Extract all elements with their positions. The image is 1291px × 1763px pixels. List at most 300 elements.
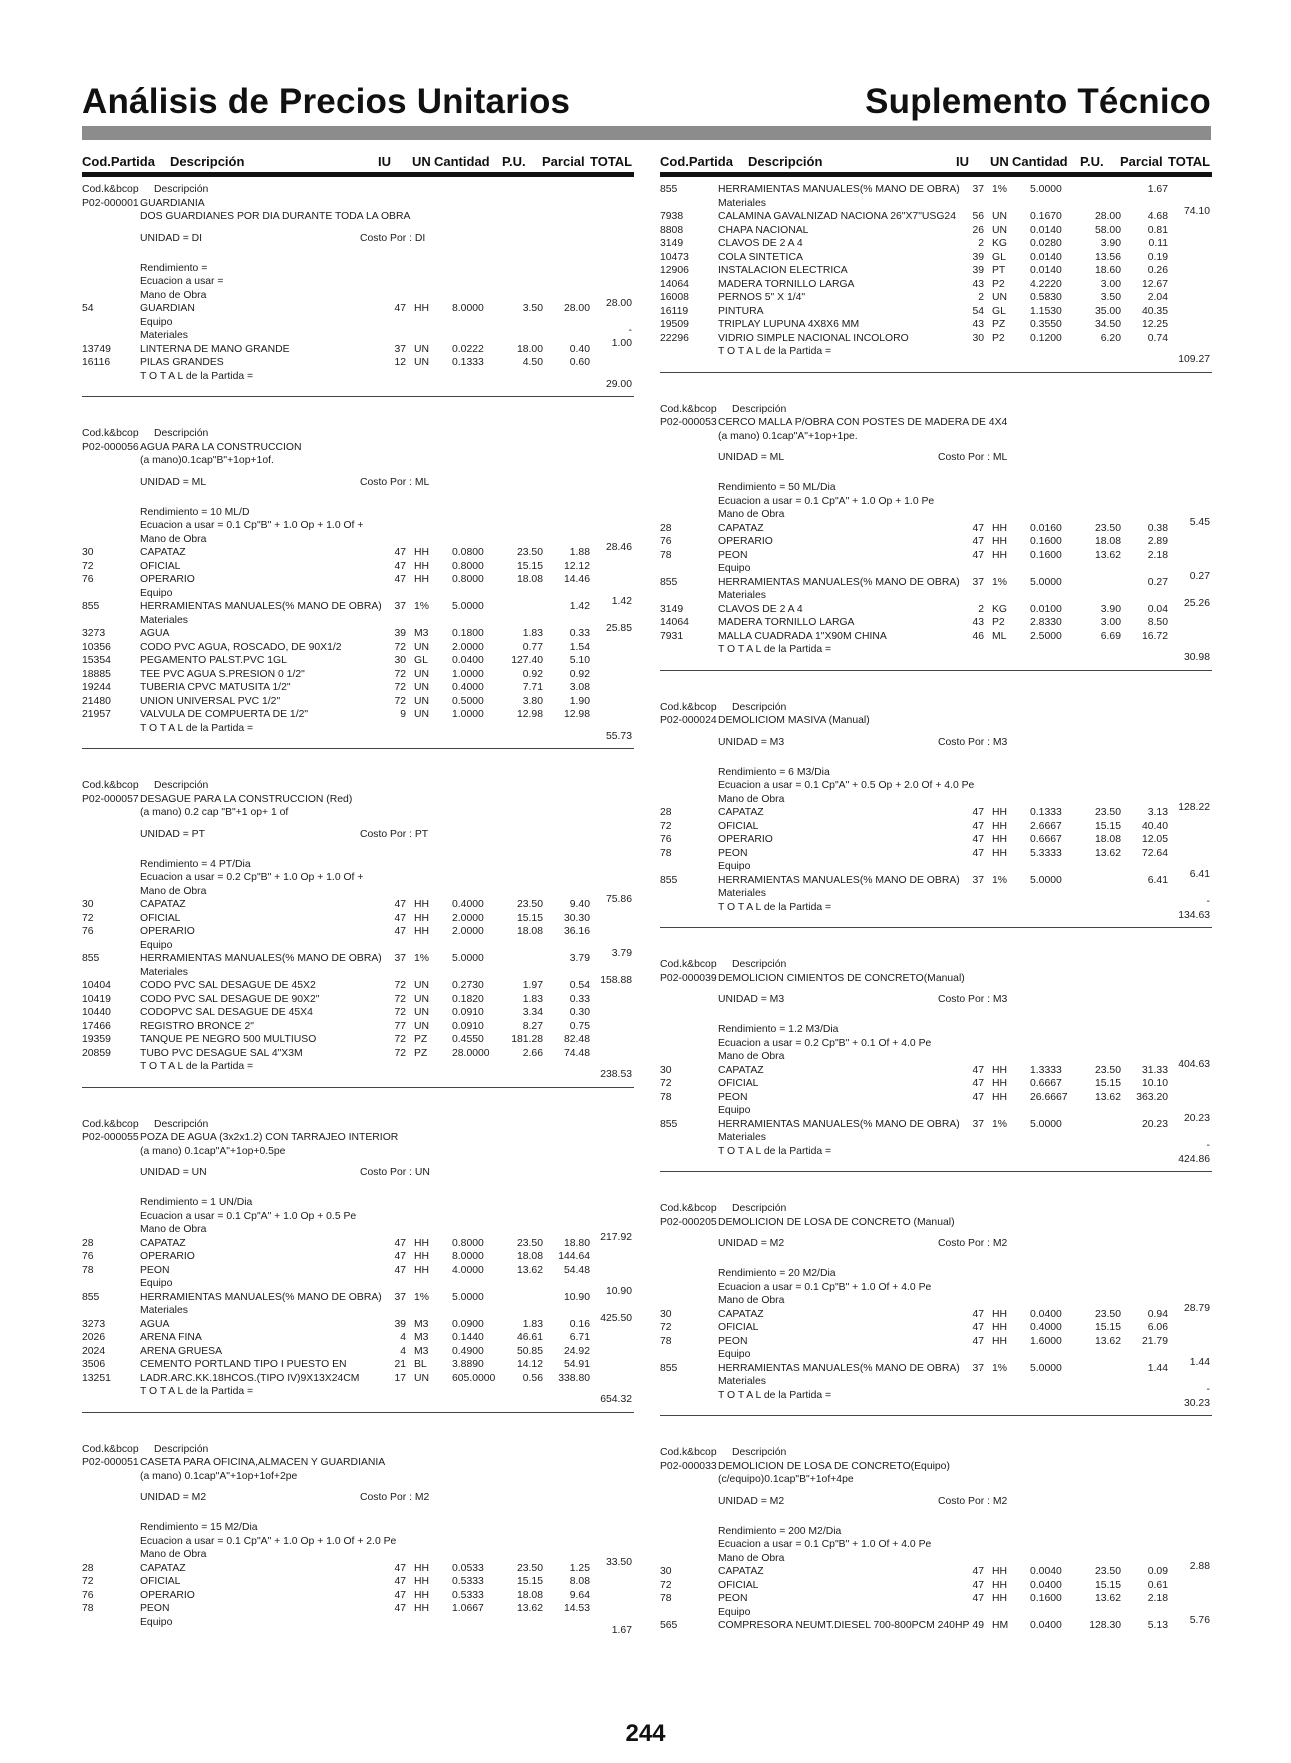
item-unit: HH — [992, 1335, 1008, 1347]
col-header-iu: IU — [378, 153, 391, 169]
item-unit-price: 15.15 — [1094, 820, 1121, 832]
label-description: Descripción — [732, 1447, 787, 1458]
partida-block — [82, 427, 634, 749]
item-code: 30 — [82, 899, 94, 910]
item-code: 7938 — [660, 211, 684, 222]
item-quantity: 1.3333 — [1030, 1064, 1062, 1076]
item-unit: 1% — [992, 184, 1008, 195]
section-total: - — [1206, 1384, 1210, 1395]
item-unit: HH — [414, 926, 430, 937]
item-quantity: 2.0000 — [452, 926, 484, 937]
item-quantity: 0.1600 — [1030, 536, 1062, 547]
item-code: 28 — [660, 807, 672, 818]
item-iu: 72 — [394, 1007, 406, 1018]
section-name: Equipo — [140, 939, 173, 951]
item-iu: 47 — [972, 1335, 984, 1347]
item-unit: P2 — [992, 617, 1005, 628]
item-unit: HH — [414, 1251, 430, 1262]
table-row — [660, 874, 1212, 888]
item-unit-price: 3.00 — [1100, 278, 1121, 290]
item-partial: 1.67 — [1147, 184, 1168, 195]
item-code: 78 — [660, 1091, 672, 1103]
item-code: 76 — [82, 574, 94, 585]
item-description: PEON — [718, 1091, 748, 1103]
unit-line — [660, 736, 1212, 758]
table-row — [82, 912, 634, 926]
col-header-pu: P.U. — [1080, 153, 1104, 169]
item-partial: 0.19 — [1147, 251, 1168, 263]
item-unit-price: 128.30 — [1089, 1620, 1121, 1631]
ecuacion: Ecuacion a usar = 0.1 Cp"A" + 0.5 Op + 2.0 Of + 4.0 Pe — [718, 780, 975, 791]
item-quantity: 3.8890 — [452, 1359, 484, 1370]
item-description: CAPATAZ — [718, 1566, 764, 1577]
table-row — [660, 318, 1212, 332]
label-code: Cod.k&bcop — [660, 959, 717, 970]
table-row — [660, 224, 1212, 238]
item-partial: 6.71 — [569, 1332, 590, 1343]
item-quantity: 1.0000 — [452, 668, 484, 680]
block-labels — [660, 1446, 1212, 1460]
item-description: AGUA — [140, 1318, 170, 1330]
costo-por: Costo Por : ML — [938, 452, 1008, 463]
item-code: 19359 — [82, 1034, 111, 1045]
partida-title-line — [660, 1460, 1212, 1474]
item-partial: 24.92 — [563, 1345, 590, 1357]
block-labels — [660, 701, 1212, 715]
item-unit: HH — [992, 522, 1008, 534]
item-partial: 54.48 — [563, 1264, 590, 1276]
ecuacion: Ecuacion a usar = 0.1 Cp"A" + 1.0 Op + 1.0 Pe — [718, 495, 935, 507]
partida-block — [82, 183, 634, 397]
item-partial: 0.60 — [569, 357, 590, 368]
label-description: Descripción — [154, 428, 209, 439]
item-quantity: 5.3333 — [1030, 847, 1062, 859]
col-header-iu: IU — [956, 153, 969, 169]
label-description: Descripción — [154, 780, 209, 791]
table-row — [660, 1308, 1212, 1322]
item-unit: UN — [992, 292, 1008, 303]
item-partial: 36.16 — [563, 926, 590, 937]
table-row — [660, 251, 1212, 265]
col-header-qty: Cantidad — [1012, 153, 1068, 169]
item-description: CODO PVC SAL DESAGUE DE 90X2" — [140, 993, 320, 1005]
partida-subtitle-line — [660, 430, 1212, 444]
table-row — [660, 305, 1212, 319]
section-name: Mano de Obra — [718, 793, 785, 805]
item-description: MADERA TORNILLO LARGA — [718, 617, 855, 628]
table-row — [660, 291, 1212, 305]
partida-block — [82, 1443, 634, 1643]
item-iu: 72 — [394, 1047, 406, 1059]
item-description: CAPATAZ — [140, 1562, 186, 1574]
partida-total-line — [82, 370, 634, 390]
item-iu: 47 — [394, 1237, 406, 1249]
item-code: 72 — [82, 1576, 94, 1587]
item-unit-price: 14.12 — [516, 1359, 543, 1370]
table-row — [660, 549, 1212, 563]
label-description: Descripción — [732, 1203, 787, 1214]
item-quantity: 0.4000 — [452, 682, 484, 693]
item-quantity: 2.5000 — [1030, 630, 1062, 642]
item-description: HERRAMIENTAS MANUALES(% MANO DE OBRA) — [140, 601, 382, 612]
partida-title-line — [660, 416, 1212, 430]
block-labels — [82, 779, 634, 793]
section-total: - — [628, 324, 632, 336]
item-code: 76 — [82, 1251, 94, 1262]
item-unit-price: 8.27 — [522, 1020, 543, 1032]
partida-subtitle-line — [82, 1145, 634, 1159]
item-iu: 47 — [394, 1576, 406, 1587]
item-description: OFICIAL — [140, 912, 181, 924]
item-unit: HH — [414, 1576, 430, 1587]
item-iu: 4 — [400, 1332, 406, 1343]
item-partial: 0.54 — [569, 980, 590, 991]
item-description: CHAPA NACIONAL — [718, 224, 809, 236]
item-quantity: 0.1600 — [1030, 549, 1062, 561]
item-description: TUBO PVC DESAGUE SAL 4"X3M — [140, 1047, 303, 1059]
item-quantity: 0.0100 — [1030, 603, 1062, 615]
item-code: 855 — [82, 601, 100, 612]
section-total: 28.00 — [605, 297, 632, 309]
section-total: 1.44 — [1189, 1357, 1210, 1368]
item-quantity: 0.0910 — [452, 1007, 484, 1018]
item-iu: 47 — [394, 303, 406, 314]
total-label: T O T A L de la Partida = — [140, 1386, 254, 1397]
section-total: 1.00 — [611, 338, 632, 349]
section-name: Mano de Obra — [140, 289, 207, 301]
item-description: HERRAMIENTAS MANUALES(% MANO DE OBRA) — [140, 1291, 382, 1303]
partida-code: P02-000039 — [660, 972, 717, 984]
item-unit: HH — [992, 1091, 1008, 1103]
item-iu: 47 — [972, 1593, 984, 1604]
label-description: Descripción — [732, 701, 787, 713]
item-quantity: 5.0000 — [452, 601, 484, 612]
label-description: Descripción — [732, 959, 787, 970]
item-code: 855 — [82, 953, 100, 964]
item-partial: 0.75 — [569, 1020, 590, 1032]
rendimiento: Rendimiento = 1.2 M3/Dia — [718, 1024, 839, 1035]
item-unit: UN — [414, 668, 430, 680]
item-partial: 1.88 — [569, 547, 590, 558]
ecuacion-line — [660, 1538, 1212, 1552]
unit-line — [82, 1166, 634, 1188]
table-row — [82, 1562, 634, 1576]
item-unit: HH — [414, 560, 430, 572]
item-unit: PZ — [992, 319, 1006, 330]
item-partial: 0.40 — [569, 343, 590, 355]
table-row — [660, 1091, 1212, 1105]
item-quantity: 0.1670 — [1030, 211, 1062, 222]
item-unit: GL — [992, 305, 1006, 317]
item-quantity: 0.0400 — [1030, 1308, 1062, 1320]
col-header-desc: Descripción — [748, 153, 823, 169]
label-code: Cod.k&bcop — [82, 1443, 139, 1455]
item-code: 76 — [82, 1589, 94, 1601]
ecuacion-line — [82, 519, 634, 533]
item-code: 2024 — [82, 1345, 106, 1357]
item-unit: M3 — [414, 628, 429, 639]
section-name: Equipo — [718, 1349, 751, 1360]
ecuacion: Ecuacion a usar = 0.1 Cp"A" + 1.0 Op + 1.0 Of + 2.0 Pe — [140, 1535, 397, 1547]
item-quantity: 0.0910 — [452, 1020, 484, 1032]
item-unit: P2 — [992, 278, 1005, 290]
item-unit-price: 181.28 — [511, 1034, 543, 1045]
item-iu: 43 — [972, 319, 984, 330]
item-quantity: 0.0222 — [452, 343, 484, 355]
item-unit-price: 23.50 — [516, 547, 543, 558]
col-header-qty: Cantidad — [434, 153, 490, 169]
section-total: - — [1206, 896, 1210, 907]
item-unit-price: 3.34 — [522, 1007, 543, 1018]
item-partial: 0.26 — [1147, 265, 1168, 276]
item-unit: HH — [992, 820, 1008, 832]
partida-total-line — [660, 1389, 1212, 1409]
table-row — [660, 264, 1212, 278]
item-code: 28 — [660, 522, 672, 534]
item-unit-price: 23.50 — [1094, 1064, 1121, 1076]
item-quantity: 0.8000 — [452, 574, 484, 585]
item-unit: HH — [414, 574, 430, 585]
item-description: HERRAMIENTAS MANUALES(% MANO DE OBRA) — [718, 1362, 960, 1374]
item-description: HERRAMIENTAS MANUALES(% MANO DE OBRA) — [140, 953, 382, 964]
table-row — [82, 952, 634, 966]
item-unit-price: 4.50 — [522, 357, 543, 368]
block-labels — [660, 958, 1212, 972]
item-description: CLAVOS DE 2 A 4 — [718, 603, 803, 615]
item-unit-price: 3.90 — [1100, 238, 1121, 249]
item-iu: 46 — [972, 630, 984, 642]
item-description: MALLA CUADRADA 1"X90M CHINA — [718, 630, 887, 642]
partida-subtitle-line — [82, 210, 634, 224]
section-name: Mano de Obra — [140, 1549, 207, 1560]
table-row — [660, 535, 1212, 549]
item-quantity: 28.0000 — [452, 1047, 490, 1059]
partida-subtitle-line — [82, 454, 634, 468]
table-row — [82, 573, 634, 587]
item-unit: HH — [992, 1593, 1008, 1604]
item-description: PILAS GRANDES — [140, 357, 224, 368]
table-row — [660, 1579, 1212, 1593]
unidad: UNIDAD = DI — [140, 232, 203, 244]
table-row — [660, 603, 1212, 617]
item-iu: 39 — [394, 1318, 406, 1330]
item-quantity: 0.4550 — [452, 1034, 484, 1045]
item-unit: P2 — [992, 332, 1005, 344]
table-row — [82, 600, 634, 614]
costo-por: Costo Por : M3 — [938, 994, 1008, 1005]
rendimiento: Rendimiento = 200 M2/Dia — [718, 1525, 842, 1537]
item-description: INSTALACION ELECTRICA — [718, 265, 848, 276]
item-description: OPERARIO — [140, 926, 195, 937]
item-unit: HH — [414, 303, 430, 314]
item-quantity: 0.1600 — [1030, 1593, 1062, 1604]
item-code: 10356 — [82, 641, 111, 653]
item-partial: 1.90 — [569, 695, 590, 707]
section-total: 404.63 — [1178, 1059, 1210, 1070]
item-iu: 72 — [394, 668, 406, 680]
rendimiento-line — [660, 1525, 1212, 1539]
table-row — [82, 1020, 634, 1034]
section-name: Equipo — [140, 587, 173, 599]
item-iu: 47 — [394, 574, 406, 585]
partida-title: DEMOLICION DE LOSA DE CONCRETO(Equipo) — [718, 1460, 950, 1472]
item-iu: 47 — [972, 1579, 984, 1591]
item-partial: 31.33 — [1141, 1064, 1168, 1076]
partida-subtitle: (c/equipo)0.1cap"B"+1of+4pe — [718, 1474, 854, 1485]
item-code: 78 — [660, 1335, 672, 1347]
total-label: T O T A L de la Partida = — [718, 644, 832, 655]
item-unit: HH — [992, 1064, 1008, 1076]
item-iu: 47 — [394, 899, 406, 910]
item-unit-price: 1.97 — [522, 980, 543, 991]
item-partial: 0.16 — [569, 1318, 590, 1330]
item-description: ARENA GRUESA — [140, 1345, 222, 1357]
rendimiento: Rendimiento = 50 ML/Dia — [718, 482, 836, 493]
item-unit: UN — [992, 211, 1008, 222]
partida-total: 29.00 — [605, 378, 632, 390]
item-iu: 47 — [972, 1322, 984, 1333]
item-description: OFICIAL — [718, 1078, 759, 1089]
item-iu: 12 — [394, 357, 406, 368]
item-unit: 1% — [414, 1291, 430, 1303]
table-row — [82, 925, 634, 939]
partida-code: P02-000051 — [82, 1457, 139, 1468]
item-iu: 30 — [394, 655, 406, 666]
item-unit-price: 23.50 — [1094, 807, 1121, 818]
item-partial: 30.30 — [563, 912, 590, 924]
item-unit-price: 3.80 — [522, 695, 543, 707]
item-partial: 0.92 — [569, 668, 590, 680]
item-code: 3149 — [660, 238, 684, 249]
item-unit: HH — [992, 536, 1008, 547]
partida-total: 30.23 — [1183, 1397, 1210, 1409]
item-quantity: 2.0000 — [452, 641, 484, 653]
item-quantity: 26.6667 — [1030, 1091, 1068, 1103]
unidad: UNIDAD = ML — [718, 452, 785, 463]
item-unit-price: 23.50 — [516, 1237, 543, 1249]
item-description: CODOPVC SAL DESAGUE DE 45X4 — [140, 1007, 313, 1018]
item-unit: BL — [414, 1359, 427, 1370]
item-code: 72 — [82, 560, 94, 572]
costo-por: Costo Por : ML — [360, 476, 430, 488]
partida-code: P02-000205 — [660, 1216, 717, 1228]
column-header — [82, 152, 634, 177]
section-name: Equipo — [140, 316, 173, 328]
item-iu: 47 — [972, 820, 984, 832]
total-label: T O T A L de la Partida = — [718, 1145, 832, 1157]
table-row — [82, 1358, 634, 1372]
table-row — [82, 898, 634, 912]
section-total: 217.92 — [600, 1232, 632, 1243]
section-name: Equipo — [718, 1105, 751, 1116]
table-row — [660, 576, 1212, 590]
partida-title-line — [82, 1456, 634, 1470]
item-unit: HM — [992, 1620, 1009, 1631]
table-row — [82, 1372, 634, 1386]
item-partial: 6.06 — [1147, 1322, 1168, 1333]
item-iu: 39 — [394, 628, 406, 639]
item-code: 54 — [82, 303, 94, 314]
item-quantity: 0.0040 — [1030, 1566, 1062, 1577]
item-unit-price: 15.15 — [1094, 1579, 1121, 1591]
unit-line — [82, 232, 634, 254]
table-row — [82, 1575, 634, 1589]
item-description: LADR.ARC.KK.18HCOS.(TIPO IV)9X13X24CM — [140, 1372, 360, 1384]
partida-subtitle-line — [82, 1470, 634, 1484]
item-description: CEMENTO PORTLAND TIPO I PUESTO EN — [140, 1359, 347, 1370]
section-name: Mano de Obra — [718, 1051, 785, 1062]
table-row — [82, 641, 634, 655]
item-unit-price: 34.50 — [1094, 319, 1121, 330]
section-name: Equipo — [140, 1278, 173, 1289]
unidad: UNIDAD = UN — [140, 1167, 207, 1178]
table-row — [82, 1264, 634, 1278]
section-name: Materiales — [718, 590, 766, 601]
table-row — [660, 1592, 1212, 1606]
item-unit: GL — [992, 251, 1006, 263]
item-unit: PT — [992, 265, 1006, 276]
item-unit-price: 13.62 — [1094, 1335, 1121, 1347]
rendimiento: Rendimiento = 15 M2/Dia — [140, 1522, 258, 1533]
partida-total: 134.63 — [1178, 909, 1210, 921]
ecuacion-line — [660, 1037, 1212, 1051]
item-unit-price: 1.83 — [522, 993, 543, 1005]
item-quantity: 0.5333 — [452, 1589, 484, 1601]
item-description: OPERARIO — [140, 1251, 195, 1262]
item-partial: 0.61 — [1147, 1579, 1168, 1591]
section-total: 128.22 — [1178, 801, 1210, 813]
col-header-un: UN — [990, 153, 1009, 169]
partida-code: P02-000057 — [82, 793, 139, 805]
item-code: 15354 — [82, 655, 111, 666]
partida-block — [660, 403, 1212, 671]
item-description: PEON — [718, 1593, 748, 1604]
item-unit-price: 7.71 — [522, 682, 543, 693]
section-total: 25.85 — [605, 622, 632, 634]
item-quantity: 5.0000 — [452, 953, 484, 964]
table-row — [82, 1589, 634, 1603]
item-description: PEON — [718, 847, 748, 859]
item-code: 78 — [660, 1593, 672, 1604]
item-partial: 14.46 — [563, 574, 590, 585]
item-unit-price: 2.66 — [522, 1047, 543, 1059]
table-row — [82, 1237, 634, 1251]
table-row — [660, 1321, 1212, 1335]
item-unit-price: 13.62 — [1094, 847, 1121, 859]
item-iu: 47 — [394, 1603, 406, 1614]
label-code: Cod.k&bcop — [82, 780, 139, 791]
item-code: 28 — [82, 1237, 94, 1249]
section-total: - — [1206, 1140, 1210, 1151]
item-code: 16119 — [660, 305, 689, 317]
item-description: COMPRESORA NEUMT.DIESEL 700-800PCM 240HP — [718, 1620, 970, 1631]
item-iu: 43 — [972, 278, 984, 290]
item-unit: UN — [414, 993, 430, 1005]
item-code: 18885 — [82, 668, 111, 680]
item-code: 855 — [660, 1362, 678, 1374]
item-partial: 0.38 — [1147, 522, 1168, 534]
partida-title-line — [660, 714, 1212, 728]
item-iu: 54 — [972, 305, 984, 317]
header-bar — [82, 126, 1211, 140]
col-header-pu: P.U. — [502, 153, 526, 169]
item-code: 22296 — [660, 332, 689, 344]
rendimiento: Rendimiento = 4 PT/Dia — [140, 858, 251, 870]
item-description: OPERARIO — [718, 834, 773, 845]
item-unit: HH — [414, 1237, 430, 1249]
table-row — [82, 708, 634, 722]
section-name: Mano de Obra — [140, 1224, 207, 1235]
